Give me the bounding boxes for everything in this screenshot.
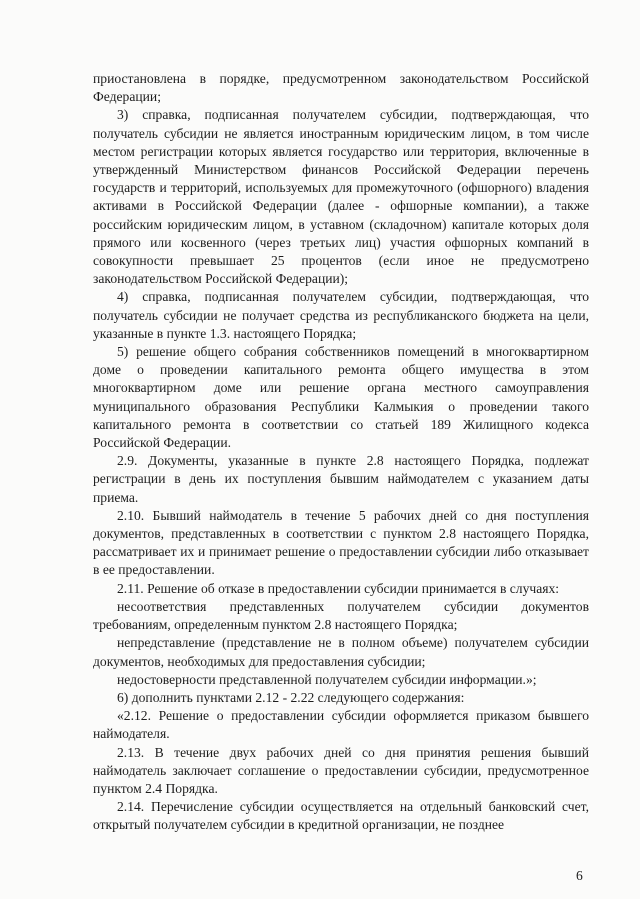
paragraph-2-11: 2.11. Решение об отказе в предоставлении субсидии принимается в случаях:	[117, 580, 560, 596]
paragraph-item-5: 5) решение общего собрания собственников помещений в многоквартирном доме о проведении капитального ремонта общего имущества в этом многоквартирном доме или решение органа местного самоуправления муниципального образования Республики Калмыкия о проведении такого капитального ремонта в соответствии со статьей 189 Жилищного кодекса Российской Федерации.	[93, 344, 589, 451]
paragraph-2-10: 2.10. Бывший наймодатель в течение 5 рабочих дней со дня поступления документов, представленных в соответствии с пунктом 2.8 настоящего Порядка, рассматривает их и принимает решение о предоставлении субсидии либо отказывает в ее предоставлении.	[93, 507, 589, 578]
paragraph-2-9: 2.9. Документы, указанные в пункте 2.8 настоящего Порядка, подлежат регистрации в день их поступления бывшим наймодателем с указанием даты приема.	[93, 453, 589, 505]
paragraph-2-12: «2.12. Решение о предоставлении субсидии оформляется приказом бывшего наймодателя.	[93, 708, 589, 742]
paragraph-case-3: недостоверности представленной получателем субсидии информации.»;	[117, 671, 537, 687]
paragraph-2-14: 2.14. Перечисление субсидии осуществляется на отдельный банковский счет, открытый получателем субсидии в кредитной организации, не позднее	[93, 799, 589, 833]
paragraph-item-4: 4) справка, подписанная получателем субсидии, подтверждающая, что получатель субсидии не получает средства из республиканского бюджета на цели, указанные в пункте 1.3. настоящего Порядка;	[93, 289, 589, 341]
paragraph-2-13: 2.13. В течение двух рабочих дней со дня принятия решения бывший наймодатель заключает соглашение о предоставлении субсидии, предусмотренное пунктом 2.4 Порядка.	[93, 744, 589, 796]
paragraph-item-6: 6) дополнить пунктами 2.12 - 2.22 следующего содержания:	[117, 689, 465, 705]
paragraph-case-2: непредставление (представление не в полном объеме) получателем субсидии документов, необходимых для предоставления субсидии;	[93, 635, 589, 669]
page-number: 6	[576, 868, 583, 883]
paragraph-item-3: 3) справка, подписанная получателем субсидии, подтверждающая, что получатель субсидии не является иностранным юридическим лицом, в том числе местом регистрации которых является государство или территория, включенные в утвержденный Министерством финансов Российской Федерации перечень государств и территорий, используемых для промежуточного (офшорного) владения активами в Российской Федерации (далее - офшорные компании), а также российским юридическим лицом, в уставном (складочном) капитале которых доля прямого или косвенного (через третьих лиц) участия офшорных компаний в совокупности превышает 25 процентов (если иное не предусмотрено законодательством Российской Федерации);	[93, 107, 589, 287]
paragraph-case-1: несоответствия представленных получателем субсидии документов требованиям, определенным пунктом 2.8 настоящего Порядка;	[93, 598, 589, 633]
paragraph-continuation: приостановлена в порядке, предусмотренном законодательством Российской Федерации;	[93, 71, 589, 105]
document-body	[93, 70, 589, 835]
